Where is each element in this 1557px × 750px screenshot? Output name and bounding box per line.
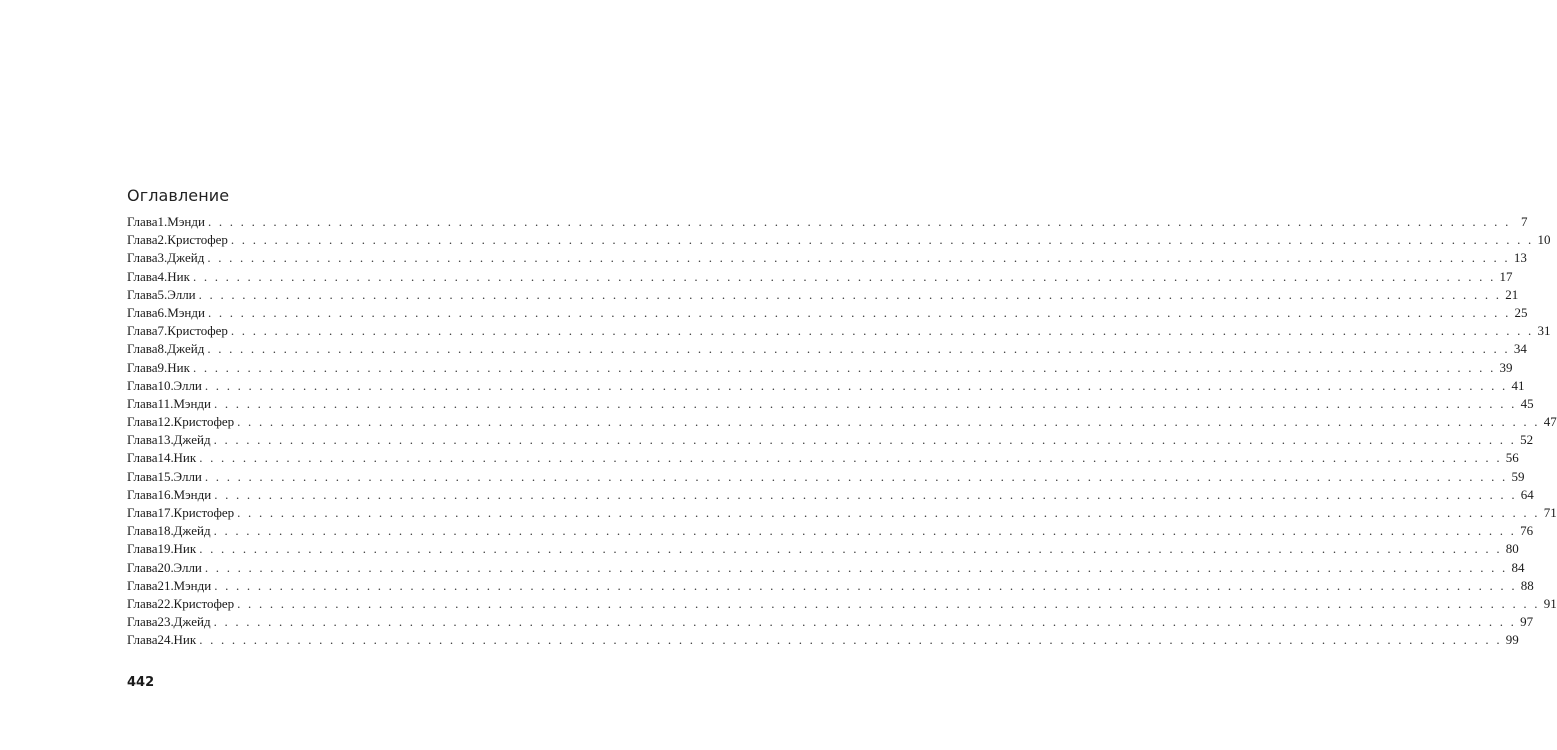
toc-entry-page: 39	[1499, 359, 1513, 375]
toc-entry-prefix: Глава	[127, 214, 158, 229]
toc-entry-prefix: Глава	[127, 577, 158, 593]
toc-entry-prefix: Глава	[127, 286, 158, 302]
toc-entry-name: Мэнди	[167, 214, 205, 229]
toc-entry-number: 18.	[157, 523, 174, 539]
toc-entry-prefix: Глава	[127, 432, 158, 448]
toc-entry-name: Кристофер	[167, 232, 228, 248]
toc-leader-dots: . . . . . . . . . . . . . . . . . . . . . . . . . . . . . . . . . . . . . . . . . . . . . . . . . . . . . . . . . . . . . . . . . . . . . . . . . . . . . . . . . . . . . . . . . . . . . . . . . . . . . . . . . . . . . . . . . . . . . . . .	[199, 450, 1502, 466]
toc-entry-name: Ник	[173, 450, 197, 466]
toc-entry-prefix: Глава	[127, 523, 158, 539]
toc-leader-dots: . . . . . . . . . . . . . . . . . . . . . . . . . . . . . . . . . . . . . . . . . . . . . . . . . . . . . . . . . . . . . . . . . . . . . . . . . . . . . . . . . . . . . . . . . . . . . . . . . . . . . . . . . . . . . . . . . . . . . . . .	[237, 595, 1540, 611]
toc-entry-name: Ник	[167, 268, 190, 284]
toc-entry	[127, 213, 1528, 231]
toc-entry-prefix: Глава	[127, 614, 158, 630]
toc-entry-page: 97	[1520, 614, 1534, 630]
toc-leader-dots: . . . . . . . . . . . . . . . . . . . . . . . . . . . . . . . . . . . . . . . . . . . . . . . . . . . . . . . . . . . . . . . . . . . . . . . . . . . . . . . . . . . . . . . . . . . . . . . . . . . . . . . . . . . . . . . . . . . . . . . .	[213, 614, 1517, 630]
toc-leader-dots: . . . . . . . . . . . . . . . . . . . . . . . . . . . . . . . . . . . . . . . . . . . . . . . . . . . . . . . . . . . . . . . . . . . . . . . . . . . . . . . . . . . . . . . . . . . . . . . . . . . . . . . . . . . . . . . . . . . . . . . .	[237, 414, 1540, 430]
toc-leader-dots: . . . . . . . . . . . . . . . . . . . . . . . . . . . . . . . . . . . . . . . . . . . . . . . . . . . . . . . . . . . . . . . . . . . . . . . . . . . . . . . . . . . . . . . . . . . . . . . . . . . . . . . . . . . . . . . . . . . . . . . .	[198, 286, 1502, 302]
toc-entry-name: Джейд	[173, 432, 211, 448]
toc-leader-dots: . . . . . . . . . . . . . . . . . . . . . . . . . . . . . . . . . . . . . . . . . . . . . . . . . . . . . . . . . . . . . . . . . . . . . . . . . . . . . . . . . . . . . . . . . . . . . . . . . . . . . . . . . . . . . . . . . . . . . . . .	[213, 523, 1517, 539]
toc-entry-page: 80	[1505, 541, 1519, 557]
toc-entry-number: 12.	[157, 414, 174, 430]
toc-entry-page: 59	[1511, 468, 1525, 484]
toc-entry-page: 25	[1514, 304, 1528, 320]
toc-entry	[127, 395, 1534, 413]
toc-entry-name: Элли	[173, 559, 202, 575]
toc-leader-dots: . . . . . . . . . . . . . . . . . . . . . . . . . . . . . . . . . . . . . . . . . . . . . . . . . . . . . . . . . . . . . . . . . . . . . . . . . . . . . . . . . . . . . . . . . . . . . . . . . . . . . . . . . . . . . . . . . . . . . . . .	[237, 505, 1540, 520]
toc-entry-number: 22.	[157, 595, 174, 611]
toc-entry-number: 24.	[157, 632, 174, 648]
toc-entry-prefix: Глава	[127, 632, 158, 648]
toc-entry-name: Мэнди	[173, 486, 212, 502]
toc-entry-number: 14.	[157, 450, 174, 466]
toc-entry-page: 45	[1520, 395, 1534, 411]
toc-entry-prefix: Глава	[127, 486, 158, 502]
toc-entry-prefix: Глава	[127, 468, 158, 484]
toc-entry-number: 4.	[157, 268, 168, 284]
toc-entry	[127, 559, 1525, 577]
toc-entry	[127, 413, 1557, 431]
toc-leader-dots: . . . . . . . . . . . . . . . . . . . . . . . . . . . . . . . . . . . . . . . . . . . . . . . . . . . . . . . . . . . . . . . . . . . . . . . . . . . . . . . . . . . . . . . . . . . . . . . . . . . . . . . . . . . . . . . . . . . . . . . .	[192, 268, 1496, 284]
toc-leader-dots: . . . . . . . . . . . . . . . . . . . . . . . . . . . . . . . . . . . . . . . . . . . . . . . . . . . . . . . . . . . . . . . . . . . . . . . . . . . . . . . . . . . . . . . . . . . . . . . . . . . . . . . . . . . . . . . . . . . . . . . .	[214, 395, 1517, 411]
toc-entry-prefix: Глава	[127, 359, 158, 375]
toc-entry-number: 7.	[157, 323, 168, 339]
toc-list	[127, 213, 1557, 650]
toc-title: Оглавление	[127, 186, 230, 205]
toc-entry-number: 9.	[157, 359, 168, 375]
toc-leader-dots: . . . . . . . . . . . . . . . . . . . . . . . . . . . . . . . . . . . . . . . . . . . . . . . . . . . . . . . . . . . . . . . . . . . . . . . . . . . . . . . . . . . . . . . . . . . . . . . . . . . . . . . . . . . . . . . . . . . . . . . .	[199, 632, 1502, 648]
toc-entry-page: 91	[1543, 595, 1557, 611]
toc-entry-number: 6.	[157, 304, 168, 320]
toc-entry-number: 10.	[157, 377, 174, 393]
toc-entry-page: 56	[1505, 450, 1519, 466]
toc-entry-number: 2.	[157, 232, 168, 248]
toc-entry-name: Ник	[173, 632, 197, 648]
toc-entry-prefix: Глава	[127, 505, 158, 520]
toc-entry-page: 13	[1513, 250, 1527, 266]
toc-entry-number: 23.	[157, 614, 174, 630]
toc-entry	[127, 613, 1534, 631]
toc-entry	[127, 595, 1557, 613]
toc-entry	[127, 286, 1519, 304]
toc-entry	[127, 231, 1551, 249]
toc-entry-name: Элли	[173, 377, 202, 393]
toc-entry-number: 20.	[157, 559, 174, 575]
toc-entry	[127, 431, 1534, 449]
toc-entry-name: Джейд	[173, 614, 211, 630]
toc-entry	[127, 268, 1513, 286]
toc-entry-prefix: Глава	[127, 268, 158, 284]
toc-entry-page: 99	[1505, 632, 1519, 648]
toc-entry	[127, 249, 1527, 267]
toc-entry-number: 1.	[157, 214, 168, 229]
toc-entry-number: 21.	[157, 577, 174, 593]
toc-entry-prefix: Глава	[127, 323, 158, 339]
toc-entry-name: Кристофер	[173, 505, 235, 520]
toc-entry-page: 7	[1521, 214, 1528, 229]
toc-entry-page: 41	[1511, 377, 1525, 393]
toc-leader-dots: . . . . . . . . . . . . . . . . . . . . . . . . . . . . . . . . . . . . . . . . . . . . . . . . . . . . . . . . . . . . . . . . . . . . . . . . . . . . . . . . . . . . . . . . . . . . . . . . . . . . . . . . . . . . . . . . . . . . . . . .	[207, 250, 1510, 266]
toc-entry	[127, 340, 1527, 358]
toc-entry-number: 15.	[157, 468, 174, 484]
toc-entry	[127, 486, 1534, 504]
toc-entry-number: 11.	[157, 395, 174, 411]
toc-entry-page: 10	[1537, 232, 1551, 248]
toc-entry-prefix: Глава	[127, 541, 158, 557]
toc-entry	[127, 468, 1525, 486]
toc-entry-number: 5.	[157, 286, 168, 302]
toc-leader-dots: . . . . . . . . . . . . . . . . . . . . . . . . . . . . . . . . . . . . . . . . . . . . . . . . . . . . . . . . . . . . . . . . . . . . . . . . . . . . . . . . . . . . . . . . . . . . . . . . . . . . . . . . . . . . . . . . . . . . . . . .	[199, 541, 1502, 557]
toc-leader-dots: . . . . . . . . . . . . . . . . . . . . . . . . . . . . . . . . . . . . . . . . . . . . . . . . . . . . . . . . . . . . . . . . . . . . . . . . . . . . . . . . . . . . . . . . . . . . . . . . . . . . . . . . . . . . . . . . . . . . . . . .	[214, 577, 1517, 593]
toc-leader-dots: . . . . . . . . . . . . . . . . . . . . . . . . . . . . . . . . . . . . . . . . . . . . . . . . . . . . . . . . . . . . . . . . . . . . . . . . . . . . . . . . . . . . . . . . . . . . . . . . . . . . . . . . . . . . . . . . . . . . . . . .	[207, 304, 1511, 320]
toc-entry-name: Кристофер	[167, 323, 228, 339]
toc-entry-prefix: Глава	[127, 450, 158, 466]
toc-entry-name: Мэнди	[173, 577, 212, 593]
toc-entry	[127, 377, 1525, 395]
toc-entry-prefix: Глава	[127, 341, 158, 357]
toc-leader-dots: . . . . . . . . . . . . . . . . . . . . . . . . . . . . . . . . . . . . . . . . . . . . . . . . . . . . . . . . . . . . . . . . . . . . . . . . . . . . . . . . . . . . . . . . . . . . . . . . . . . . . . . . . . . . . . . . . . . . . . . .	[204, 377, 1508, 393]
toc-leader-dots: . . . . . . . . . . . . . . . . . . . . . . . . . . . . . . . . . . . . . . . . . . . . . . . . . . . . . . . . . . . . . . . . . . . . . . . . . . . . . . . . . . . . . . . . . . . . . . . . . . . . . . . . . . . . . . . . . . . . . . . .	[192, 359, 1496, 375]
toc-entry	[127, 631, 1519, 649]
toc-entry-prefix: Глава	[127, 414, 158, 430]
toc-entry-number: 17.	[157, 505, 174, 520]
toc-leader-dots: . . . . . . . . . . . . . . . . . . . . . . . . . . . . . . . . . . . . . . . . . . . . . . . . . . . . . . . . . . . . . . . . . . . . . . . . . . . . . . . . . . . . . . . . . . . . . . . . . . . . . . . . . . . . . . . . . . . . . . . .	[207, 341, 1510, 357]
toc-entry	[127, 322, 1551, 340]
toc-leader-dots: . . . . . . . . . . . . . . . . . . . . . . . . . . . . . . . . . . . . . . . . . . . . . . . . . . . . . . . . . . . . . . . . . . . . . . . . . . . . . . . . . . . . . . . . . . . . . . . . . . . . . . . . . . . . . . . . . . . . . . . .	[214, 486, 1517, 502]
toc-entry-page: 17	[1499, 268, 1513, 284]
toc-entry	[127, 304, 1528, 322]
toc-leader-dots: . . . . . . . . . . . . . . . . . . . . . . . . . . . . . . . . . . . . . . . . . . . . . . . . . . . . . . . . . . . . . . . . . . . . . . . . . . . . . . . . . . . . . . . . . . . . . . . . . . . . . . . . . . . . . . . . . . . . . . . .	[230, 323, 1534, 339]
toc-entry-prefix: Глава	[127, 232, 158, 248]
toc-entry-name: Элли	[167, 286, 196, 302]
toc-entry-prefix: Глава	[127, 250, 158, 266]
toc-entry-number: 16.	[157, 486, 174, 502]
toc-entry-page: 21	[1505, 286, 1519, 302]
toc-entry-page: 31	[1537, 323, 1551, 339]
toc-entry-prefix: Глава	[127, 304, 158, 320]
toc-entry-name: Элли	[173, 468, 202, 484]
toc-entry-number: 13.	[157, 432, 174, 448]
toc-entry-page: 34	[1513, 341, 1527, 357]
toc-entry-name: Джейд	[167, 250, 205, 266]
toc-leader-dots: . . . . . . . . . . . . . . . . . . . . . . . . . . . . . . . . . . . . . . . . . . . . . . . . . . . . . . . . . . . . . . . . . . . . . . . . . . . . . . . . . . . . . . . . . . . . . . . . . . . . . . . . . . . . . . . . . . . . . . . .	[207, 214, 1511, 229]
toc-leader-dots: . . . . . . . . . . . . . . . . . . . . . . . . . . . . . . . . . . . . . . . . . . . . . . . . . . . . . . . . . . . . . . . . . . . . . . . . . . . . . . . . . . . . . . . . . . . . . . . . . . . . . . . . . . . . . . . . . . . . . . . .	[204, 468, 1508, 484]
toc-entry	[127, 504, 1557, 522]
toc-entry-prefix: Глава	[127, 395, 158, 411]
toc-entry-prefix: Глава	[127, 559, 158, 575]
toc-entry-number: 3.	[157, 250, 168, 266]
toc-leader-dots: . . . . . . . . . . . . . . . . . . . . . . . . . . . . . . . . . . . . . . . . . . . . . . . . . . . . . . . . . . . . . . . . . . . . . . . . . . . . . . . . . . . . . . . . . . . . . . . . . . . . . . . . . . . . . . . . . . . . . . . .	[230, 232, 1534, 248]
toc-entry-name: Джейд	[167, 341, 205, 357]
toc-entry-page: 71	[1543, 505, 1557, 520]
toc-entry-number: 19.	[157, 541, 174, 557]
toc-leader-dots: . . . . . . . . . . . . . . . . . . . . . . . . . . . . . . . . . . . . . . . . . . . . . . . . . . . . . . . . . . . . . . . . . . . . . . . . . . . . . . . . . . . . . . . . . . . . . . . . . . . . . . . . . . . . . . . . . . . . . . . .	[204, 559, 1508, 575]
toc-entry	[127, 522, 1534, 540]
toc-entry-page: 84	[1511, 559, 1525, 575]
toc-entry-page: 88	[1520, 577, 1534, 593]
page-number: 442	[127, 675, 155, 690]
toc-entry-page: 76	[1520, 523, 1534, 539]
toc-entry	[127, 540, 1519, 558]
toc-entry-page: 47	[1543, 414, 1557, 430]
toc-entry-name: Мэнди	[173, 395, 211, 411]
toc-entry-prefix: Глава	[127, 595, 158, 611]
toc-entry-name: Джейд	[173, 523, 211, 539]
toc-entry	[127, 577, 1534, 595]
toc-entry-prefix: Глава	[127, 377, 158, 393]
toc-leader-dots: . . . . . . . . . . . . . . . . . . . . . . . . . . . . . . . . . . . . . . . . . . . . . . . . . . . . . . . . . . . . . . . . . . . . . . . . . . . . . . . . . . . . . . . . . . . . . . . . . . . . . . . . . . . . . . . . . . . . . . . .	[213, 432, 1517, 448]
toc-entry-name: Кристофер	[173, 595, 235, 611]
toc-entry-page: 52	[1520, 432, 1534, 448]
toc-entry-name: Ник	[167, 359, 190, 375]
toc-entry	[127, 449, 1519, 467]
toc-entry	[127, 359, 1513, 377]
toc-entry-name: Мэнди	[167, 304, 205, 320]
toc-entry-page: 64	[1520, 486, 1534, 502]
toc-entry-name: Кристофер	[173, 414, 235, 430]
toc-entry-number: 8.	[157, 341, 168, 357]
toc-entry-name: Ник	[173, 541, 197, 557]
